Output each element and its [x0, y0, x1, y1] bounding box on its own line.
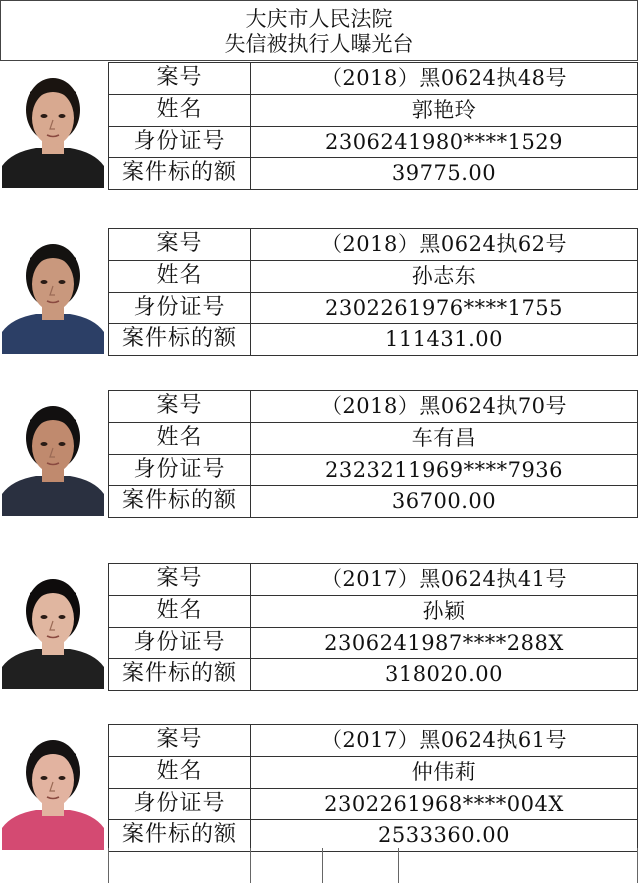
- table-row: [109, 95, 638, 127]
- table-row: [109, 564, 638, 596]
- field-label-case-no: 案号: [109, 63, 251, 94]
- info-table: [108, 563, 638, 691]
- field-value-case-no: （2018）黑0624执62号: [251, 229, 638, 260]
- field-value-amount: 39775.00: [251, 158, 638, 189]
- field-value-name: 孙颖: [251, 596, 638, 627]
- table-row: [109, 423, 638, 455]
- field-value-amount: 2533360.00: [251, 820, 638, 851]
- field-value-name: 郭艳玲: [251, 95, 638, 126]
- table-row: [109, 757, 638, 789]
- grid-line: [398, 848, 399, 883]
- person-photo: [2, 390, 104, 516]
- field-value-id-no: 2306241980****1529: [251, 127, 638, 158]
- table-row: [109, 293, 638, 325]
- person-photo: [2, 724, 104, 850]
- field-label-amount: 案件标的额: [109, 486, 251, 517]
- field-value-case-no: （2017）黑0624执41号: [251, 564, 638, 595]
- table-row: [109, 725, 638, 757]
- table-row: [109, 63, 638, 95]
- table-row: [109, 391, 638, 423]
- field-label-id-no: 身份证号: [109, 127, 251, 158]
- field-value-case-no: （2018）黑0624执70号: [251, 391, 638, 422]
- field-label-name: 姓名: [109, 95, 251, 126]
- field-value-amount: 111431.00: [251, 324, 638, 355]
- grid-line: [637, 848, 638, 883]
- bottom-grid: [0, 848, 640, 883]
- field-label-name: 姓名: [109, 757, 251, 788]
- field-label-id-no: 身份证号: [109, 293, 251, 324]
- person-photo: [2, 62, 104, 188]
- field-value-id-no: 2323211969****7936: [251, 455, 638, 486]
- field-label-amount: 案件标的额: [109, 820, 251, 851]
- page-header: [0, 0, 638, 61]
- field-value-id-no: 2306241987****288X: [251, 628, 638, 659]
- info-table: [108, 390, 638, 518]
- field-label-case-no: 案号: [109, 725, 251, 756]
- field-value-id-no: 2302261976****1755: [251, 293, 638, 324]
- table-row: [109, 229, 638, 261]
- field-value-name: 孙志东: [251, 261, 638, 292]
- table-row: [109, 659, 638, 691]
- field-label-amount: 案件标的额: [109, 158, 251, 189]
- field-value-amount: 36700.00: [251, 486, 638, 517]
- info-table: [108, 724, 638, 852]
- page-title: 失信被执行人曝光台: [224, 32, 414, 56]
- field-label-case-no: 案号: [109, 564, 251, 595]
- portrait-image: [2, 724, 104, 850]
- field-label-id-no: 身份证号: [109, 455, 251, 486]
- table-row: [109, 127, 638, 159]
- court-name: 大庆市人民法院: [245, 7, 393, 31]
- portrait-image: [2, 62, 104, 188]
- field-value-name: 车有昌: [251, 423, 638, 454]
- portrait-image: [2, 228, 104, 354]
- record-block: [0, 563, 640, 691]
- grid-line: [108, 848, 109, 883]
- portrait-image: [2, 390, 104, 516]
- field-value-name: 仲伟莉: [251, 757, 638, 788]
- table-row: [109, 628, 638, 660]
- field-value-id-no: 2302261968****004X: [251, 789, 638, 820]
- table-row: [109, 596, 638, 628]
- table-row: [109, 158, 638, 190]
- field-label-id-no: 身份证号: [109, 628, 251, 659]
- table-row: [109, 261, 638, 293]
- field-label-name: 姓名: [109, 423, 251, 454]
- field-value-amount: 318020.00: [251, 659, 638, 690]
- field-value-case-no: （2018）黑0624执48号: [251, 63, 638, 94]
- field-label-amount: 案件标的额: [109, 659, 251, 690]
- portrait-image: [2, 563, 104, 689]
- field-label-case-no: 案号: [109, 229, 251, 260]
- field-label-amount: 案件标的额: [109, 324, 251, 355]
- record-block: [0, 724, 640, 852]
- field-label-name: 姓名: [109, 596, 251, 627]
- table-row: [109, 455, 638, 487]
- record-block: [0, 390, 640, 518]
- record-block: [0, 62, 640, 190]
- person-photo: [2, 228, 104, 354]
- table-row: [109, 486, 638, 518]
- field-label-case-no: 案号: [109, 391, 251, 422]
- field-value-case-no: （2017）黑0624执61号: [251, 725, 638, 756]
- info-table: [108, 228, 638, 356]
- grid-line: [322, 848, 323, 883]
- grid-line: [250, 848, 251, 883]
- table-row: [109, 789, 638, 821]
- field-label-name: 姓名: [109, 261, 251, 292]
- field-label-id-no: 身份证号: [109, 789, 251, 820]
- info-table: [108, 62, 638, 190]
- record-block: [0, 228, 640, 356]
- person-photo: [2, 563, 104, 689]
- table-row: [109, 324, 638, 356]
